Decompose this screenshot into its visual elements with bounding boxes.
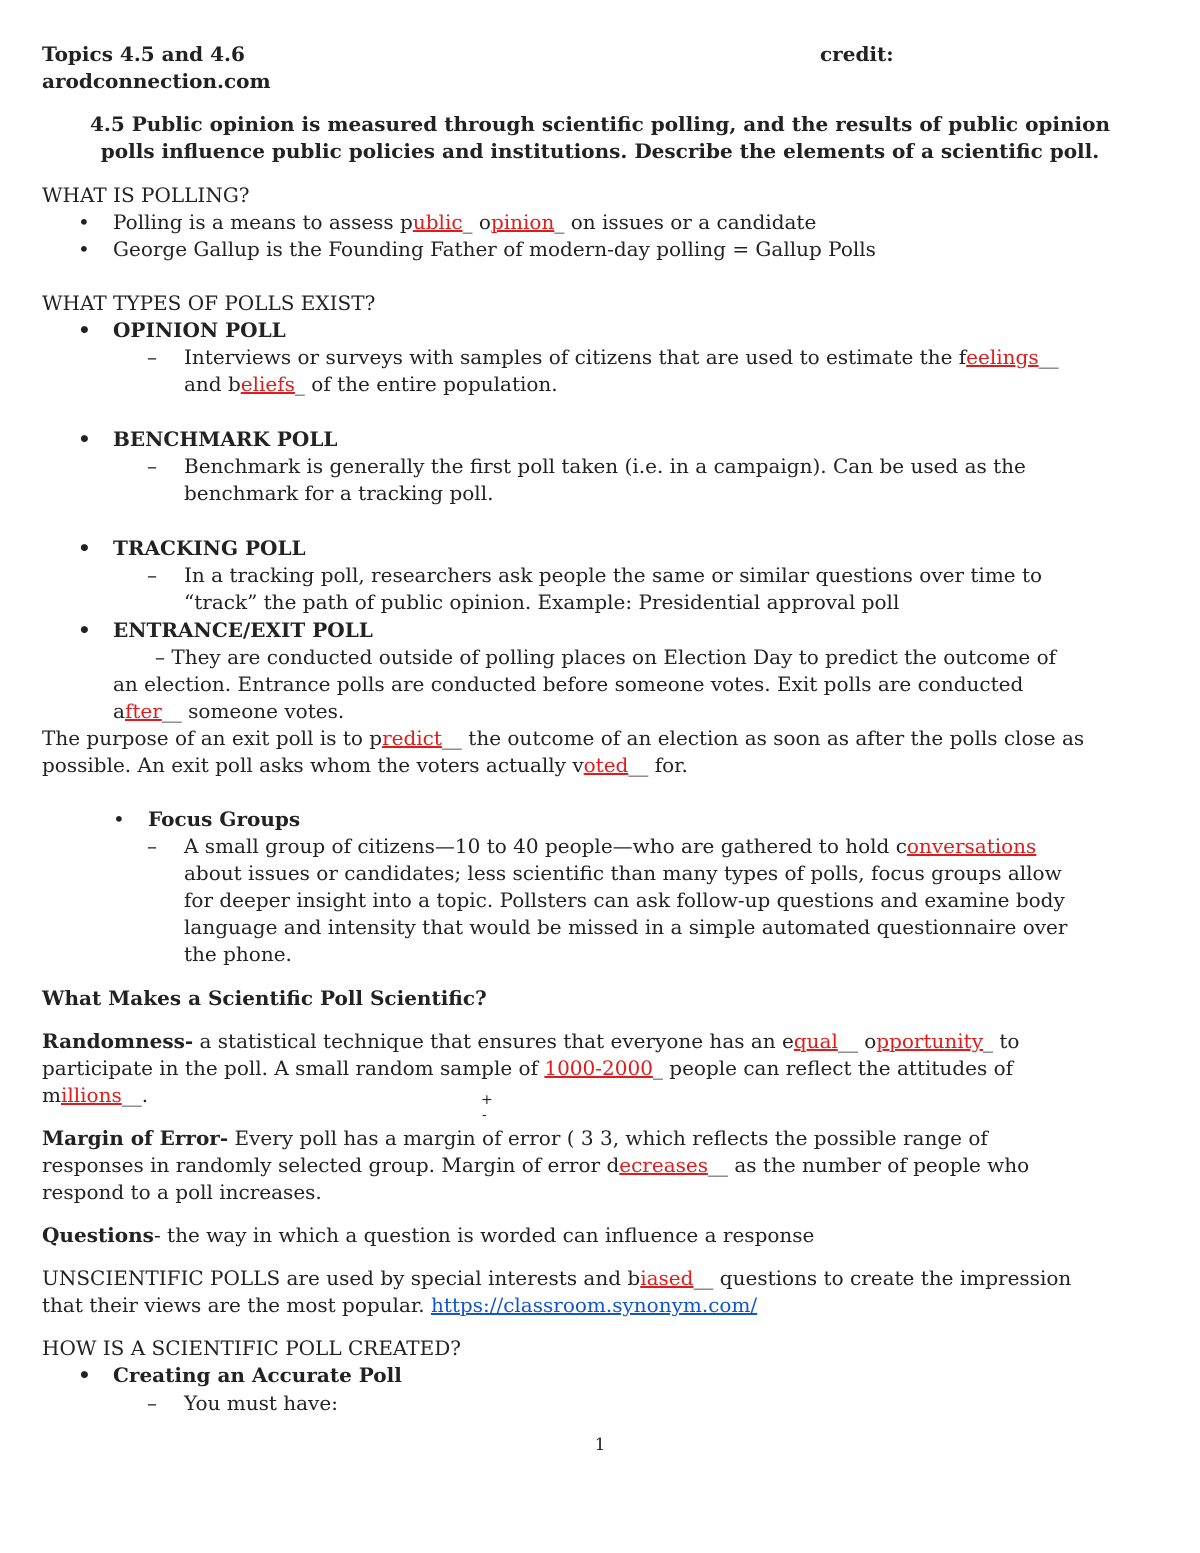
opinion-poll-desc-1: Interviews or surveys with samples of citizens that are used to estimate the feelings__ [184,345,1059,369]
exit-desc-1: – They are conducted outside of polling places on Election Day to predict the outcome of [155,645,1057,669]
polling-definition: Polling is a means to assess public_ opinion_ on issues or a candidate [113,210,817,234]
benchmark-desc-1: Benchmark is generally the first poll taken (i.e. in a campaign). Can be used as the [184,454,1026,478]
benchmark-poll-title: BENCHMARK POLL [113,427,338,451]
dash-icon: – [147,1391,157,1415]
unscientific-line-1: UNSCIENTIFIC POLLS are used by special interests and biased__ questions to create the impression [42,1266,1072,1290]
section-heading-created: HOW IS A SCIENTIFIC POLL CREATED? [42,1336,461,1360]
tracking-desc-2: “track” the path of public opinion. Example: Presidential approval poll [184,590,900,614]
randomness-line-3: millions__. [42,1083,149,1107]
margin-of-error-line-2: responses in randomly selected group. Margin of error decreases__ as the number of people who [42,1153,1030,1177]
opinion-poll-title: OPINION POLL [113,318,286,342]
focus-groups-title: Focus Groups [148,807,301,831]
bullet-icon: • [78,237,90,261]
dash-icon: – [147,834,157,858]
section-heading-types: WHAT TYPES OF POLLS EXIST? [42,291,376,315]
bullet-icon: • [78,427,91,451]
fill-in-answer: eelings [966,345,1039,369]
exit-desc-2: an election. Entrance polls are conducted before someone votes. Exit polls are conducted [113,672,1024,696]
bullet-icon: • [78,318,91,342]
fill-in-answer: pportunity [876,1029,984,1053]
bullet-icon: • [78,536,91,560]
benchmark-desc-2: benchmark for a tracking poll. [184,481,494,505]
margin-of-error-line-1: Margin of Error- Every poll has a margin of error ( 3 3, which reflects the possible range of [42,1126,988,1150]
intro-line-2: polls influence public policies and institutions. Describe the elements of a scientific poll. [100,139,1100,163]
randomness-line-2: participate in the poll. A small random sample of 1000-2000_ people can reflect the attitudes of [42,1056,1014,1080]
exit-desc-3: after__ someone votes. [113,699,345,723]
exit-purpose-1: The purpose of an exit poll is to predict__ the outcome of an election as soon as after the polls close as [42,726,1085,750]
exit-poll-title: ENTRANCE/EXIT POLL [113,618,373,642]
fill-in-answer: onversations [906,834,1037,858]
accurate-poll-title: Creating an Accurate Poll [113,1363,402,1387]
bullet-icon: • [78,210,90,234]
fill-in-answer: ecreases [619,1153,708,1177]
randomness-line-1: Randomness- a statistical technique that ensures that everyone has an equal__ opportunity_ to [42,1029,1020,1053]
opinion-poll-desc-2: and beliefs_ of the entire population. [184,372,558,396]
exit-purpose-2: possible. An exit poll asks whom the voters actually voted__ for. [42,753,688,777]
focus-desc-5: the phone. [184,942,292,966]
fill-in-answer: redict [382,726,442,750]
fill-in-answer: 1000-2000 [544,1056,653,1080]
topics-title: Topics 4.5 and 4.6 [42,42,245,66]
credit-source: arodconnection.com [42,69,271,93]
tracking-desc-1: In a tracking poll, researchers ask people the same or similar questions over time to [184,563,1043,587]
margin-of-error-line-3: respond to a poll increases. [42,1180,322,1204]
credit-label: credit: [820,42,894,66]
focus-desc-3: for deeper insight into a topic. Pollsters can ask follow-up questions and examine body [184,888,1065,912]
dash-icon: – [147,345,157,369]
fill-in-answer: oted [583,753,629,777]
dash-icon: – [147,563,157,587]
tracking-poll-title: TRACKING POLL [113,536,306,560]
bullet-icon: • [78,618,91,642]
fill-in-answer: fter [124,699,162,723]
minus-sign: - [482,1107,487,1123]
bullet-icon: • [113,807,125,831]
plus-sign: + [481,1092,493,1108]
bullet-icon: • [78,1363,91,1387]
questions-line: Questions- the way in which a question is worded can influence a response [42,1223,815,1247]
section-heading-scientific: What Makes a Scientific Poll Scientific? [42,986,487,1010]
fill-in-answer: qual [793,1029,838,1053]
synonym-link[interactable]: https://classroom.synonym.com/ [430,1293,758,1317]
intro-line-1: 4.5 Public opinion is measured through scientific polling, and the results of public opinion [89,112,1111,136]
page-number: 1 [594,1435,606,1455]
must-have-text: You must have: [184,1391,338,1415]
fill-in-answer: ublic [412,210,463,234]
fill-in-answer: pinion [490,210,555,234]
fill-in-answer: illions [60,1083,122,1107]
focus-desc-2: about issues or candidates; less scientific than many types of polls, focus groups allow [184,861,1062,885]
dash-icon: – [147,454,157,478]
gallup-note: George Gallup is the Founding Father of modern-day polling = Gallup Polls [113,237,876,261]
unscientific-line-2: that their views are the most popular. https://classroom.synonym.com/ [42,1293,758,1317]
focus-desc-1: A small group of citizens—10 to 40 people—who are gathered to hold conversations [184,834,1037,858]
focus-desc-4: language and intensity that would be missed in a simple automated questionnaire over [184,915,1068,939]
fill-in-answer: iased [640,1266,694,1290]
fill-in-answer: eliefs [240,372,295,396]
section-heading-polling: WHAT IS POLLING? [42,183,250,207]
